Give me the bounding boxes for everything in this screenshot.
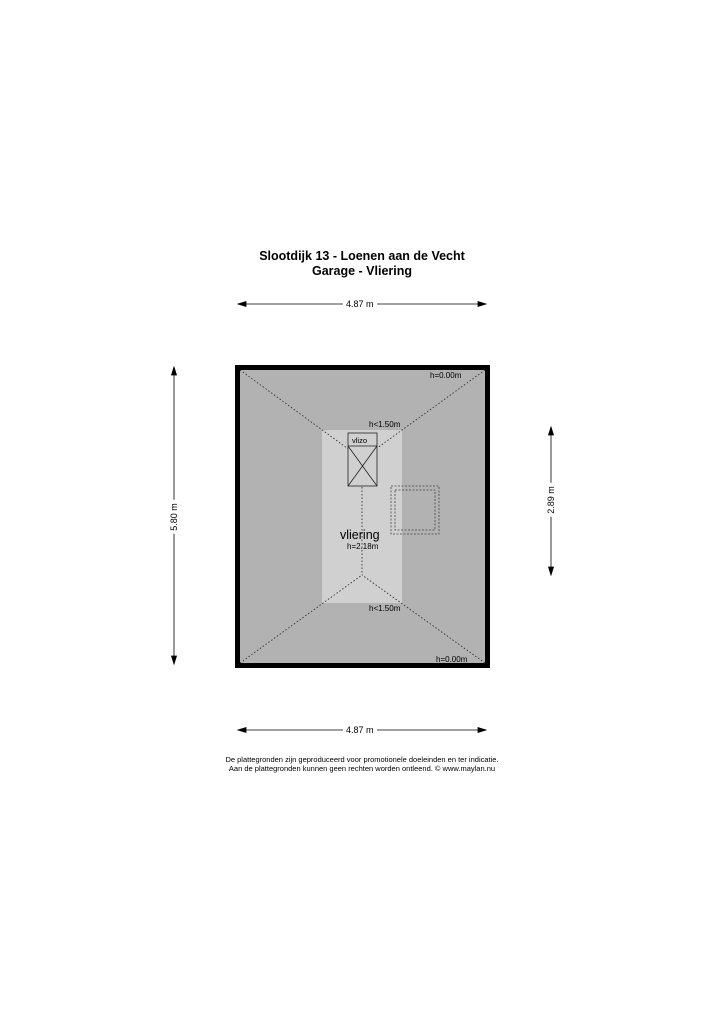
room-height: h=2.18m	[347, 542, 379, 551]
dimension-left-label: 5.80 m	[169, 500, 179, 534]
disclaimer-line-1: De plattegronden zijn geproduceerd voor promotionele doeleinden en ter indicatie.	[225, 755, 499, 764]
height-label-upper-inner: h<1.50m	[369, 420, 401, 429]
dimension-top-label: 4.87 m	[343, 299, 377, 309]
height-label-lower-inner: h<1.50m	[369, 604, 401, 613]
height-label-top-right: h=0.00m	[430, 371, 462, 380]
hatch-label: vlizo	[352, 436, 368, 445]
dimension-right-label: 2.89 m	[546, 483, 556, 517]
plan-subtitle: Garage - Vliering	[311, 264, 413, 278]
room-name: vliering	[340, 528, 380, 542]
disclaimer-line-2: Aan de plattegronden kunnen geen rechten worden ontleend. © www.maylan.nu	[228, 764, 496, 773]
height-label-bottom-right: h=0.00m	[436, 655, 468, 664]
plan-title: Slootdijk 13 - Loenen aan de Vecht	[259, 249, 465, 263]
dimension-bottom-label: 4.87 m	[343, 725, 377, 735]
